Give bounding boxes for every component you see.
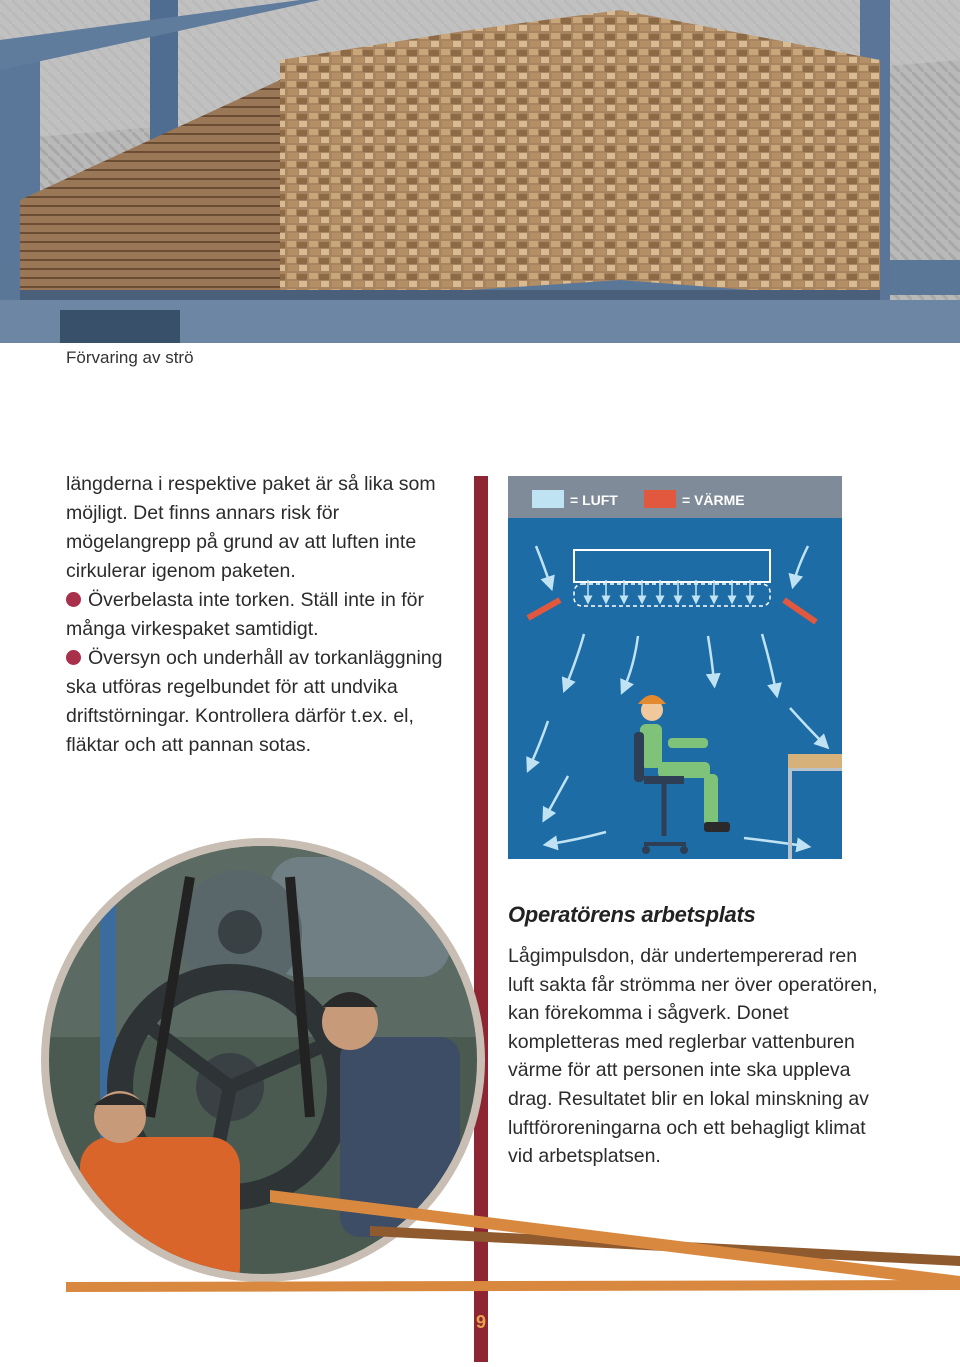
section-heading: Operatörens arbetsplats [508,902,756,927]
bullet-text: Överbelasta inte torken. Ställ inte in för många virkespaket samtidigt. [66,589,425,640]
right-paragraph: Lågimpulsdon, där undertempererad ren luft sakta får strömma ner över operatören, kan förekomma i sågverk. Donet kompletteras med reglerbar vattenburen värme för att personen inte ska uppleva drag. Resultatet blir en lokal minskning av luftföroreningarna och ett behagligt klimat vid arbetsplatsen. [508,945,878,1168]
operator-airflow-diagram [508,476,842,859]
bullet-dot-icon [66,592,81,607]
left-text-column [66,470,466,760]
lumber-storage-photo [0,0,960,343]
decorative-stripes [0,1190,960,1362]
page-number: 9 [475,1312,486,1332]
bullet-text: Översyn och underhåll av torkanläggning ska utföras regelbundet för att undvika driftstörningar. Kontrollera därför t.ex. el, fläktar och att pannan sotas. [66,647,443,756]
legend-heat-swatch [644,490,676,508]
photo-caption: Förvaring av strö [66,348,194,367]
legend-air-swatch [532,490,564,508]
intro-paragraph: längderna i respektive paket är så lika som möjligt. Det finns annars risk för mögelangrepp på grund av att luften inte cirkulerar igenom paketen. [66,473,436,582]
legend-heat-label: = VÄRME [682,492,745,508]
bullet-item [66,644,466,760]
legend-air-label: = LUFT [570,492,618,508]
right-text-column [508,942,888,1171]
bullet-item [66,586,466,644]
bullet-dot-icon [66,650,81,665]
